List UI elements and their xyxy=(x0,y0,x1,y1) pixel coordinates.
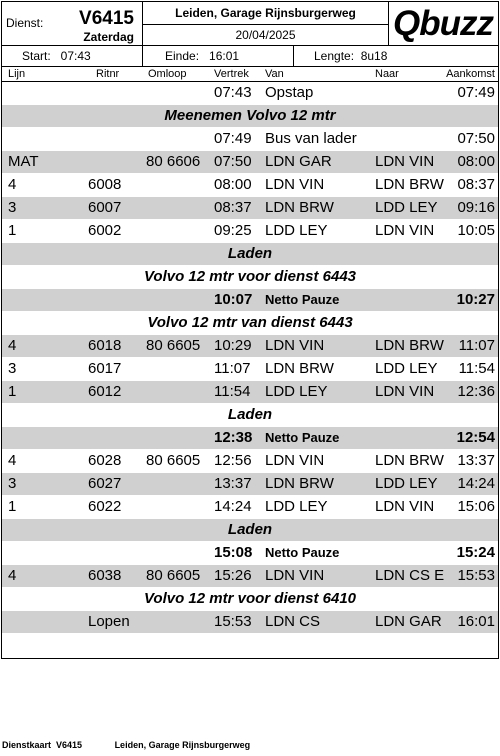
cell-aankomst: 11:54 xyxy=(458,360,495,377)
section-title: Volvo 12 mtr voor dienst 6443 xyxy=(143,268,357,285)
cell-lijn: 3 xyxy=(8,199,17,216)
trip-row xyxy=(2,565,498,588)
cell-van: LDN CS xyxy=(265,613,321,630)
cell-naar: LDD LEY xyxy=(375,360,438,377)
cell-vertrek: 15:53 xyxy=(214,613,252,630)
cell-lijn: 3 xyxy=(8,475,17,492)
cell-vertrek: 15:26 xyxy=(214,567,252,584)
cell-van: LDD LEY xyxy=(265,222,328,239)
cell-lijn: 4 xyxy=(8,337,17,354)
pause-start: 15:08 xyxy=(214,544,253,561)
trip-row xyxy=(2,611,498,634)
cell-naar: LDD LEY xyxy=(375,475,438,492)
page-footer xyxy=(2,740,280,750)
cell-ritnr: 6008 xyxy=(88,176,122,193)
trip-row xyxy=(2,496,498,519)
trip-row xyxy=(2,128,498,151)
section-row xyxy=(2,105,498,128)
cell-naar: LDN CS E xyxy=(375,567,445,584)
cell-ritnr: 6038 xyxy=(88,567,122,584)
pause-row xyxy=(2,427,498,450)
cell-lijn: MAT xyxy=(8,153,39,170)
trip-row xyxy=(2,220,498,243)
cell-aankomst: 15:53 xyxy=(457,567,495,584)
cell-vertrek: 11:54 xyxy=(214,383,251,400)
duration: Lengte: 8u18 xyxy=(293,46,499,66)
cell-ritnr: 6012 xyxy=(88,383,122,400)
cell-vertrek: 07:49 xyxy=(214,130,252,147)
cell-ritnr: 6017 xyxy=(88,360,122,377)
cell-lijn: 1 xyxy=(8,222,17,239)
cell-aankomst: 08:37 xyxy=(457,176,495,193)
cell-omloop: 80 6605 xyxy=(146,567,201,584)
section-row xyxy=(2,243,498,266)
cell-vertrek: 09:25 xyxy=(214,222,252,239)
cell-naar: LDN GAR xyxy=(375,613,442,630)
trip-row xyxy=(2,82,498,105)
dienst-code: V6415 xyxy=(79,8,134,29)
trip-row xyxy=(2,335,498,358)
footer-location: Leiden, Garage Rijnsburgerweg xyxy=(114,740,251,750)
cell-naar: LDD LEY xyxy=(375,199,438,216)
cell-aankomst: 10:05 xyxy=(457,222,495,239)
pause-end: 15:24 xyxy=(456,544,495,561)
cell-aankomst: 14:24 xyxy=(457,475,495,492)
trip-row xyxy=(2,197,498,220)
col-aankomst: Aankomst xyxy=(446,68,495,80)
cell-ritnr: 6028 xyxy=(88,452,122,469)
cell-omloop: 80 6605 xyxy=(146,337,201,354)
cell-lijn: 4 xyxy=(8,567,17,584)
section-title: Volvo 12 mtr van dienst 6443 xyxy=(147,314,353,331)
cell-omloop: 80 6606 xyxy=(146,153,201,170)
cell-naar: LDN BRW xyxy=(375,452,444,469)
section-title: Laden xyxy=(227,406,273,423)
cell-naar: LDN BRW xyxy=(375,337,444,354)
pause-row xyxy=(2,542,498,565)
pause-start: 10:07 xyxy=(214,291,253,308)
section-row xyxy=(2,312,498,335)
cell-ritnr: 6022 xyxy=(88,498,122,515)
trip-row xyxy=(2,358,498,381)
cell-aankomst: 07:50 xyxy=(457,130,495,147)
cell-van: Bus van lader xyxy=(265,130,357,147)
cell-ritnr: 6007 xyxy=(88,199,122,216)
pause-row xyxy=(2,289,498,312)
start-time: Start: 07:43 xyxy=(22,49,91,63)
cell-aankomst: 11:07 xyxy=(458,337,495,354)
cell-van: LDN BRW xyxy=(265,360,334,377)
cell-van: LDN BRW xyxy=(265,475,334,492)
cell-aankomst: 08:00 xyxy=(457,153,495,170)
cell-vertrek: 10:29 xyxy=(214,337,252,354)
qbuzz-logo: Qbuzz xyxy=(393,4,493,43)
cell-vertrek: 11:07 xyxy=(214,360,251,377)
duty-card xyxy=(1,1,499,659)
trip-row xyxy=(2,450,498,473)
cell-lijn: 4 xyxy=(8,452,17,469)
footer-card-id: Dienstkaart V6415 xyxy=(2,740,83,750)
times-bar xyxy=(2,46,498,67)
pause-start: 12:38 xyxy=(214,429,253,446)
col-lijn: Lijn xyxy=(8,68,26,80)
section-title: Meenemen Volvo 12 mtr xyxy=(164,107,336,124)
cell-ritnr: Lopen xyxy=(88,613,130,630)
pause-end: 10:27 xyxy=(456,291,495,308)
schedule-rows xyxy=(2,82,498,634)
trip-row xyxy=(2,174,498,197)
pause-end: 12:54 xyxy=(456,429,495,446)
cell-van: LDN BRW xyxy=(265,199,334,216)
cell-van: LDN VIN xyxy=(265,176,325,193)
trip-row xyxy=(2,473,498,496)
section-title: Laden xyxy=(227,521,273,538)
cell-aankomst: 16:01 xyxy=(457,613,495,630)
pause-label: Netto Pauze xyxy=(265,545,340,560)
cell-naar: LDN VIN xyxy=(375,383,435,400)
cell-ritnr: 6027 xyxy=(88,475,122,492)
cell-lijn: 1 xyxy=(8,383,17,400)
cell-lijn: 3 xyxy=(8,360,17,377)
section-row xyxy=(2,266,498,289)
service-date: 20/04/2025 xyxy=(235,28,296,42)
location-date-box xyxy=(142,2,389,45)
cell-naar: LDN VIN xyxy=(375,222,435,239)
cell-van: LDN GAR xyxy=(265,153,332,170)
trip-row xyxy=(2,151,498,174)
cell-vertrek: 08:37 xyxy=(214,199,252,216)
cell-vertrek: 08:00 xyxy=(214,176,252,193)
col-van: Van xyxy=(265,68,284,80)
cell-lijn: 4 xyxy=(8,176,17,193)
cell-vertrek: 07:43 xyxy=(214,84,252,101)
col-vertrek: Vertrek xyxy=(214,68,249,80)
section-title: Volvo 12 mtr voor dienst 6410 xyxy=(143,590,357,607)
cell-van: LDN VIN xyxy=(265,337,325,354)
cell-ritnr: 6018 xyxy=(88,337,122,354)
cell-ritnr: 6002 xyxy=(88,222,122,239)
pause-label: Netto Pauze xyxy=(265,292,340,307)
section-row xyxy=(2,404,498,427)
cell-naar: LDN VIN xyxy=(375,153,435,170)
cell-aankomst: 13:37 xyxy=(457,452,495,469)
column-header-row xyxy=(2,67,498,82)
cell-vertrek: 12:56 xyxy=(214,452,252,469)
cell-van: LDN VIN xyxy=(265,452,325,469)
garage-location: Leiden, Garage Rijnsburgerweg xyxy=(143,2,388,25)
col-omloop: Omloop xyxy=(148,68,187,80)
col-ritnr: Ritnr xyxy=(96,68,120,80)
cell-vertrek: 07:50 xyxy=(214,153,252,170)
col-naar: Naar xyxy=(375,68,399,80)
cell-aankomst: 07:49 xyxy=(457,84,495,101)
cell-naar: LDN VIN xyxy=(375,498,435,515)
cell-van: LDD LEY xyxy=(265,383,328,400)
cell-aankomst: 12:36 xyxy=(457,383,495,400)
end-time: Einde: 16:01 xyxy=(142,46,293,66)
cell-vertrek: 14:24 xyxy=(214,498,252,515)
cell-van: LDN VIN xyxy=(265,567,325,584)
trip-row xyxy=(2,381,498,404)
cell-van: LDD LEY xyxy=(265,498,328,515)
cell-aankomst: 15:06 xyxy=(457,498,495,515)
cell-lijn: 1 xyxy=(8,498,17,515)
section-row xyxy=(2,519,498,542)
card-header xyxy=(2,2,498,46)
pause-label: Netto Pauze xyxy=(265,430,340,445)
cell-naar: LDN BRW xyxy=(375,176,444,193)
dienst-label: Dienst: xyxy=(6,16,44,30)
dienst-day: Zaterdag xyxy=(83,30,134,44)
cell-aankomst: 09:16 xyxy=(457,199,495,216)
cell-omloop: 80 6605 xyxy=(146,452,201,469)
section-title: Laden xyxy=(227,245,273,262)
cell-vertrek: 13:37 xyxy=(214,475,252,492)
section-row xyxy=(2,588,498,611)
cell-van: Opstap xyxy=(265,84,314,101)
